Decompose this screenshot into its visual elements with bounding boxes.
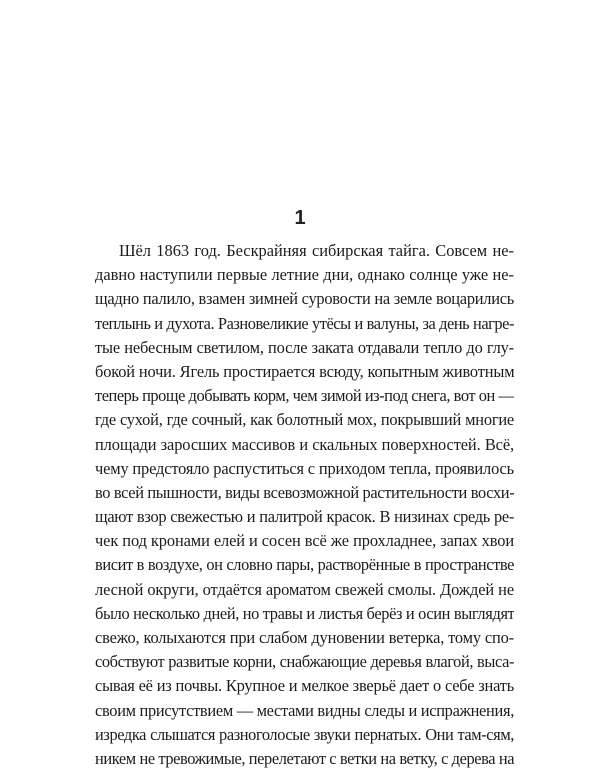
text-line: висит в воздухе, он словно пары, растворённые в пространстве bbox=[95, 555, 514, 575]
text-line: теплынь и духота. Разновеликие утёсы и валуны, за день нагре- bbox=[95, 313, 514, 333]
text-line: бокой ночи. Ягель простирается всюду, копытным животным bbox=[95, 361, 514, 381]
text-line: свежо, колыхаются при слабом дуновении ветерка, тому спо- bbox=[95, 628, 514, 647]
text-line: чек под кронами елей и сосен всё же прохладнее, запах хвои bbox=[95, 531, 514, 551]
chapter-text bbox=[95, 239, 514, 771]
text-line: давно наступили первые летние дни, однако солнце уже не- bbox=[95, 265, 514, 285]
text-line: никем не тревожимые, перелетают с ветки на ветку, с дерева на bbox=[95, 748, 514, 768]
text-line: щают взор свежестью и палитрой красок. В низинах средь ре- bbox=[95, 507, 514, 527]
text-line: своим присутствием — местами видны следы и испражнения, bbox=[95, 700, 514, 720]
text-line: изредка слышатся разноголосые звуки пернатых. Они там-сям, bbox=[95, 724, 514, 744]
text-line: сывая её из почвы. Крупное и мелкое зверьё дает о себе знать bbox=[95, 676, 514, 696]
text-line: во всей пышности, виды всевозможной растительности восхи- bbox=[95, 482, 514, 502]
text-line: лесной округи, отдаётся ароматом свежей смолы. Дождей не bbox=[95, 579, 514, 599]
text-line: было несколько дней, но травы и листья берёз и осин выглядят bbox=[95, 603, 514, 623]
text-line: щадно палило, взамен зимней суровости на земле воцарились bbox=[95, 289, 514, 309]
text-line: где сухой, где сочный, как болотный мох, покрывший многие bbox=[95, 410, 514, 430]
chapter-number: 1 bbox=[294, 207, 306, 229]
text-line: теперь проще добывать корм, чем зимой из-под снега, вот он — bbox=[95, 386, 514, 406]
text-line: собствуют развитые корни, снабжающие деревья влагой, выса- bbox=[95, 652, 514, 672]
text-line: чему предстояло распуститься с приходом тепла, проявилось bbox=[95, 458, 514, 478]
text-line: тые небесным светилом, после заката отдавали тепло до глу- bbox=[95, 337, 514, 357]
text-line: площади заросших массивов и скальных поверхностей. Всё, bbox=[95, 434, 514, 454]
text-line: Шёл 1863 год. Бескрайняя сибирская тайга. Совсем не- bbox=[119, 241, 514, 260]
